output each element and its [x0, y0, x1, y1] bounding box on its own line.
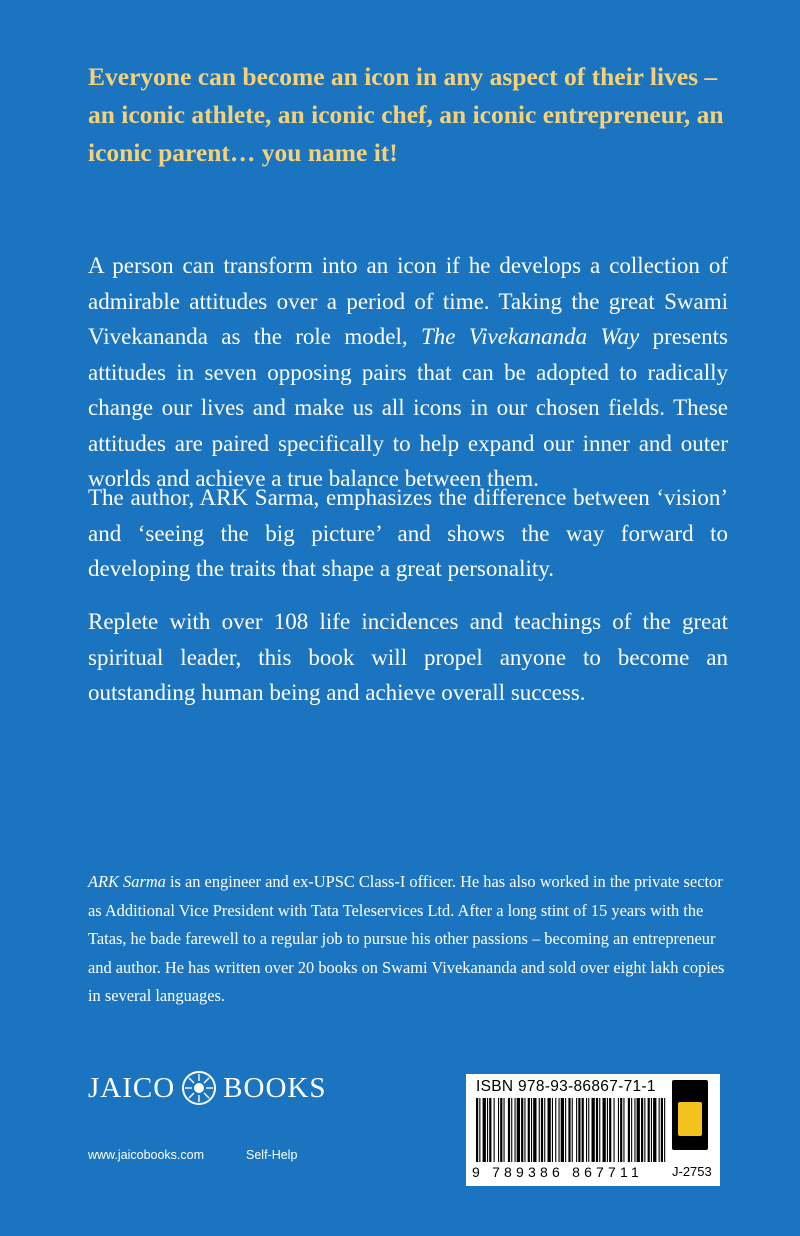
- barcode-bar: [476, 1098, 478, 1162]
- book-category: Self-Help: [246, 1148, 298, 1162]
- barcode-bar: [653, 1098, 656, 1162]
- publisher-name-left: JAICO: [88, 1071, 176, 1104]
- barcode-bar: [664, 1098, 665, 1162]
- barcode-bar: [641, 1098, 643, 1162]
- description-paragraph-2: The author, ARK Sarma, emphasizes the difference between ‘vision’ and ‘seeing the big picture’ and shows the way forward to developing the traits that shape a great personality.: [88, 485, 728, 581]
- barcode-bar: [648, 1098, 650, 1162]
- description-paragraph-1: [88, 248, 728, 497]
- ebook-book-shape: [678, 1102, 702, 1136]
- barcode-bar: [631, 1098, 632, 1162]
- barcode-bar: [644, 1098, 645, 1162]
- barcode-bar: [539, 1098, 540, 1162]
- barcode-bar: [596, 1098, 598, 1162]
- barcode-bar: [607, 1098, 608, 1162]
- sun-wheel-icon: [181, 1070, 217, 1106]
- barcode-bar: [521, 1098, 523, 1162]
- barcode-bar: [515, 1098, 516, 1162]
- barcode-bar: [592, 1098, 595, 1162]
- publisher-url: www.jaicobooks.com: [88, 1148, 205, 1162]
- barcode-bar: [651, 1098, 652, 1162]
- barcode-bar: [508, 1098, 510, 1162]
- barcode-bar: [623, 1098, 624, 1162]
- author-bio-text: is an engineer and ex-UPSC Class-I officer. He has also worked in the private sector as Additional Vice President with Tata Teleservices Ltd. After a long stint of 15 years with the Tatas, he bade farewell to a regular job to pursue his other passions – becoming an entrepreneur and author. He has written over 20 books on Swami Vivekananda and sold over eight lakh copies in several languages.: [88, 872, 725, 1005]
- barcode-bar: [618, 1098, 619, 1162]
- barcode-bar: [659, 1098, 660, 1162]
- barcode-bar: [561, 1098, 564, 1162]
- publisher-logo: [88, 1070, 326, 1106]
- barcode-bar: [586, 1098, 587, 1162]
- barcode-bar: [498, 1098, 499, 1162]
- catalog-code: J-2753: [672, 1164, 712, 1179]
- barcode-bar: [533, 1098, 536, 1162]
- barcode-bar: [637, 1098, 640, 1162]
- author-bio: [88, 868, 728, 1011]
- barcode-bar: [548, 1098, 551, 1162]
- barcode-bar: [559, 1098, 560, 1162]
- barcode-bar: [614, 1098, 615, 1162]
- author-name: ARK Sarma: [88, 872, 166, 891]
- barcode-bar: [528, 1098, 530, 1162]
- barcode-bar: [489, 1098, 491, 1162]
- barcode-digits: 9 789386 867711: [472, 1164, 643, 1180]
- barcode-bar: [524, 1098, 525, 1162]
- barcode-bar: [572, 1098, 573, 1162]
- barcode-bar: [603, 1098, 606, 1162]
- barcode-bar: [552, 1098, 553, 1162]
- barcode-bar: [555, 1098, 556, 1162]
- barcode-bar: [599, 1098, 600, 1162]
- barcode-bar: [582, 1098, 584, 1162]
- barcode-bar: [541, 1098, 543, 1162]
- paragraph-1-text-before: A person can transform into an icon if he develops a collection of admirable attitudes over a period of time. Taking the great Swami Vivekananda as the role model,: [88, 253, 728, 349]
- barcode-bar: [504, 1098, 505, 1162]
- ebook-available-icon: [672, 1080, 708, 1150]
- barcode-bar: [661, 1098, 663, 1162]
- barcode-icon: [476, 1098, 668, 1162]
- barcode-bar: [628, 1098, 630, 1162]
- isbn-label: ISBN 978-93-86867-71-1: [476, 1078, 656, 1095]
- book-title: The Vivekananda Way: [420, 324, 640, 349]
- barcode-bar: [544, 1098, 545, 1162]
- barcode-bar: [500, 1098, 502, 1162]
- description-paragraph-3: Replete with over 108 life incidences and teachings of the great spiritual leader, this book will propel anyone to become an outstanding human being and achieve overall success.: [88, 609, 728, 705]
- barcode-bar: [634, 1098, 635, 1162]
- barcode-bar: [568, 1098, 570, 1162]
- barcode-bar: [487, 1098, 488, 1162]
- paragraph-1-text-after: presents attitudes in seven opposing pairs that can be adopted to radically change our lives and make us all icons in our chosen fields. These attitudes are paired specifically to help expand our inner and outer worlds and achieve a true balance between them.: [88, 324, 728, 491]
- barcode-bar: [576, 1098, 577, 1162]
- barcode-bar: [511, 1098, 512, 1162]
- barcode-bar: [578, 1098, 580, 1162]
- headline: Everyone can become an icon in any aspect of their lives – an iconic athlete, an iconic chef, an iconic entrepreneur, an iconic parent… you name it!: [88, 62, 724, 167]
- barcode-bar: [531, 1098, 532, 1162]
- barcode-bar: [479, 1098, 480, 1162]
- isbn-barcode-box: [466, 1074, 720, 1186]
- barcode-bar: [483, 1098, 486, 1162]
- barcode-bar: [609, 1098, 611, 1162]
- barcode-bar: [565, 1098, 566, 1162]
- barcode-bar: [517, 1098, 520, 1162]
- barcode-bar: [588, 1098, 589, 1162]
- publisher-name-right: BOOKS: [223, 1071, 327, 1104]
- barcode-bar: [494, 1098, 495, 1162]
- barcode-bar: [620, 1098, 622, 1162]
